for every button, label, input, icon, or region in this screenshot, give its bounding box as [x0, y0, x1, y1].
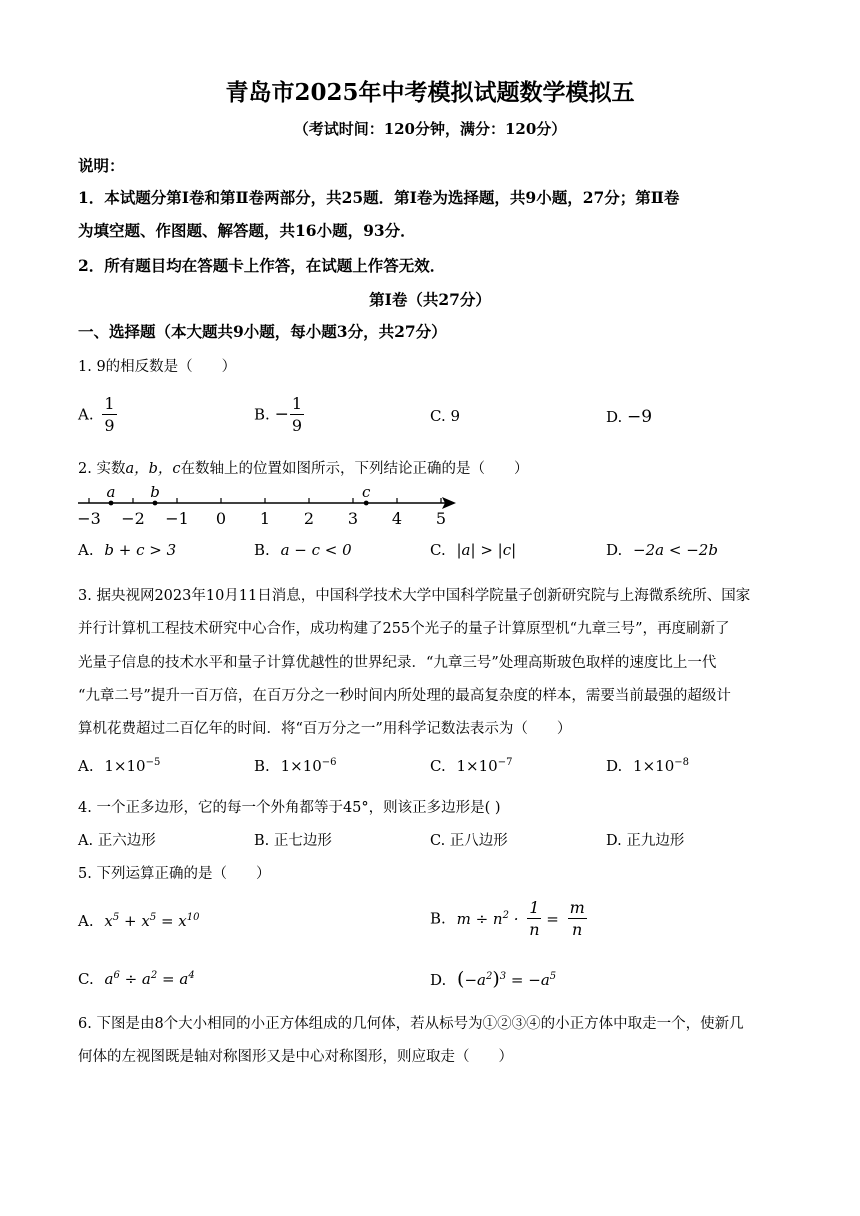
q1-a-numerator: 1: [104, 394, 115, 413]
q3-option-b: [254, 757, 337, 775]
q2-stem-prefix: 2. 实数: [78, 461, 126, 477]
instruction-1-line-1: 1．本试题分第Ⅰ卷和第Ⅱ卷两部分，共25题．第Ⅰ卷为选择题，共9小题，27分；第Ⅱ卷: [78, 188, 680, 207]
q1-b-fraction: [290, 394, 304, 437]
q5-a-label: A.: [78, 912, 94, 930]
number-line-point-label: c: [361, 484, 371, 501]
q3-option-d: [606, 757, 689, 775]
number-line-tick-label: 0: [215, 509, 227, 528]
q1-a-label: A.: [78, 405, 94, 424]
q2-a-expression: b + c > 3: [104, 541, 177, 559]
number-line-figure: [70, 484, 470, 530]
q2-option-a: [78, 541, 176, 559]
q5-option-d: [430, 968, 556, 990]
number-line-tick-labels: [77, 509, 446, 528]
q1-option-c: C. 9: [430, 407, 461, 425]
q3-line-3: 光量子信息的技术水平和量子计算优越性的世界纪录．“九章三号”处理高斯玻色取样的速度比上一代: [78, 655, 717, 671]
q3-c-label: C.: [430, 757, 446, 775]
q1-option-a: [78, 394, 117, 437]
q2-b-label: B.: [254, 541, 270, 559]
instruction-2: 2．所有题目均在答题卡上作答，在试题上作答无效．: [78, 256, 446, 275]
q1-option-b: [254, 394, 304, 437]
q3-d-exponent: −8: [674, 757, 689, 768]
q3-c-exponent: −7: [497, 757, 513, 768]
q2-d-expression: −2a < −2b: [633, 541, 718, 559]
q1-a-fraction: [102, 394, 116, 437]
q6-line-2: 何体的左视图既是轴对称图形又是中心对称图形，则应取走（ ）: [78, 1049, 513, 1065]
q5-option-b: [430, 898, 587, 941]
q2-stem-variables: a，b，c: [125, 461, 181, 477]
q3-d-base: 1×10: [633, 757, 675, 775]
q4-option-b: B. 正七边形: [254, 833, 332, 849]
q4-option-d: D. 正九边形: [606, 833, 685, 849]
q3-line-1: 3. 据央视网2023年10月11日消息，中国科学技术大学中国科学院量子创新研究院与上海微系统所、国家: [78, 588, 751, 604]
q3-b-exponent: −6: [321, 757, 337, 768]
q2-option-c: [430, 541, 516, 559]
exam-info: （考试时间：120分钟，满分：120分）: [293, 120, 567, 138]
q3-line-4: “九章二号”提升一百万倍，在百万分之一秒时间内所处理的最高复杂度的样本，需要当前最强的超级计: [78, 688, 731, 704]
q3-line-5: 算机花费超过二百亿年的时间．将“百万分之一”用科学记数法表示为（ ）: [78, 721, 572, 737]
q2-c-label: C.: [430, 541, 446, 559]
q5-a-expression: $x^5 + x^5 = x^{10}$: [104, 912, 200, 930]
q5-b-expression: $m \div n^2$ · $\frac{1}{n}$ = $\frac{m}{n}$: [456, 898, 585, 939]
q5-b-label: B.: [430, 909, 446, 928]
q3-line-2: 并行计算机工程技术研究中心合作，成功构建了255个光子的量子计算原型机“九章三号”，再度刷新了: [78, 621, 730, 637]
q5-c-label: C.: [78, 970, 94, 988]
q5-d-label: D.: [430, 971, 447, 989]
q3-b-label: B.: [254, 757, 270, 775]
q4-stem: 4. 一个正多边形，它的每一个外角都等于45°，则该正多边形是( ): [78, 800, 501, 816]
q1-stem: 1. 9的相反数是（ ）: [78, 359, 237, 375]
q4-option-c: C. 正八边形: [430, 833, 508, 849]
number-line-tick-label: −3: [77, 509, 101, 528]
q2-b-expression: a − c < 0: [280, 541, 352, 559]
number-line-tick-label: −2: [121, 509, 145, 528]
part-title: 一、选择题（本大题共9小题，每小题3分，共27分）: [78, 322, 447, 341]
number-line-point-label: a: [106, 484, 116, 501]
instruction-1-line-2: 为填空题、作图题、解答题，共16小题，93分．: [78, 221, 416, 240]
q2-c-expression: |a| > |c|: [456, 541, 517, 559]
number-line-point-label: b: [150, 484, 160, 501]
q2-a-label: A.: [78, 541, 94, 559]
instructions-heading: 说明：: [78, 156, 125, 175]
q2-option-d: [606, 541, 718, 559]
q2-option-b: [254, 541, 352, 559]
q3-c-base: 1×10: [456, 757, 498, 775]
q2-d-label: D.: [606, 541, 623, 559]
number-line-point: [364, 501, 369, 506]
q3-d-label: D.: [606, 757, 623, 775]
q1-option-d: [606, 407, 652, 427]
number-line-tick-label: 5: [435, 509, 447, 528]
q3-b-base: 1×10: [280, 757, 322, 775]
number-line-tick-label: 1: [259, 509, 271, 528]
q3-a-base: 1×10: [104, 757, 146, 775]
q3-option-a: [78, 757, 160, 775]
q1-d-value: −9: [627, 407, 653, 427]
q5-d-expression: $(-a^2)^3 = -a^5$: [457, 968, 557, 990]
number-line-point: [109, 501, 114, 506]
number-line-tick-label: 2: [303, 509, 315, 528]
q3-a-label: A.: [78, 757, 94, 775]
q1-b-denominator: 9: [291, 416, 303, 435]
number-line-tick-label: 4: [391, 509, 403, 528]
q3-a-exponent: −5: [145, 757, 161, 768]
q1-b-sign: −: [274, 404, 289, 425]
number-line-tick-label: −1: [165, 509, 189, 528]
q5-stem: 5. 下列运算正确的是（ ）: [78, 866, 271, 882]
q2-stem: [78, 457, 529, 478]
q1-b-numerator: 1: [291, 394, 303, 413]
q1-d-label: D.: [606, 408, 623, 426]
q3-option-c: [430, 757, 512, 775]
number-line-point: [153, 501, 158, 506]
number-line-ticks: [89, 498, 441, 503]
page-title: 青岛市2025年中考模拟试题数学模拟五: [225, 79, 635, 106]
q5-c-expression: $a^6 \div a^2 = a^4$: [104, 970, 195, 988]
number-line-tick-label: 3: [347, 509, 359, 528]
q4-option-a: A. 正六边形: [78, 833, 156, 849]
q1-b-label: B.: [254, 405, 270, 424]
q1-a-denominator: 9: [104, 416, 115, 435]
q2-stem-suffix: 在数轴上的位置如图所示，下列结论正确的是（ ）: [180, 461, 529, 477]
number-line-points: [107, 484, 371, 505]
volume-title: 第Ⅰ卷（共27分）: [369, 290, 491, 309]
q5-option-a: [78, 912, 200, 930]
q5-option-c: [78, 970, 195, 988]
q6-line-1: 6. 下图是由8个大小相同的小正方体组成的几何体，若从标号为①②③④的小正方体中取走一个，使新几: [78, 1016, 744, 1032]
